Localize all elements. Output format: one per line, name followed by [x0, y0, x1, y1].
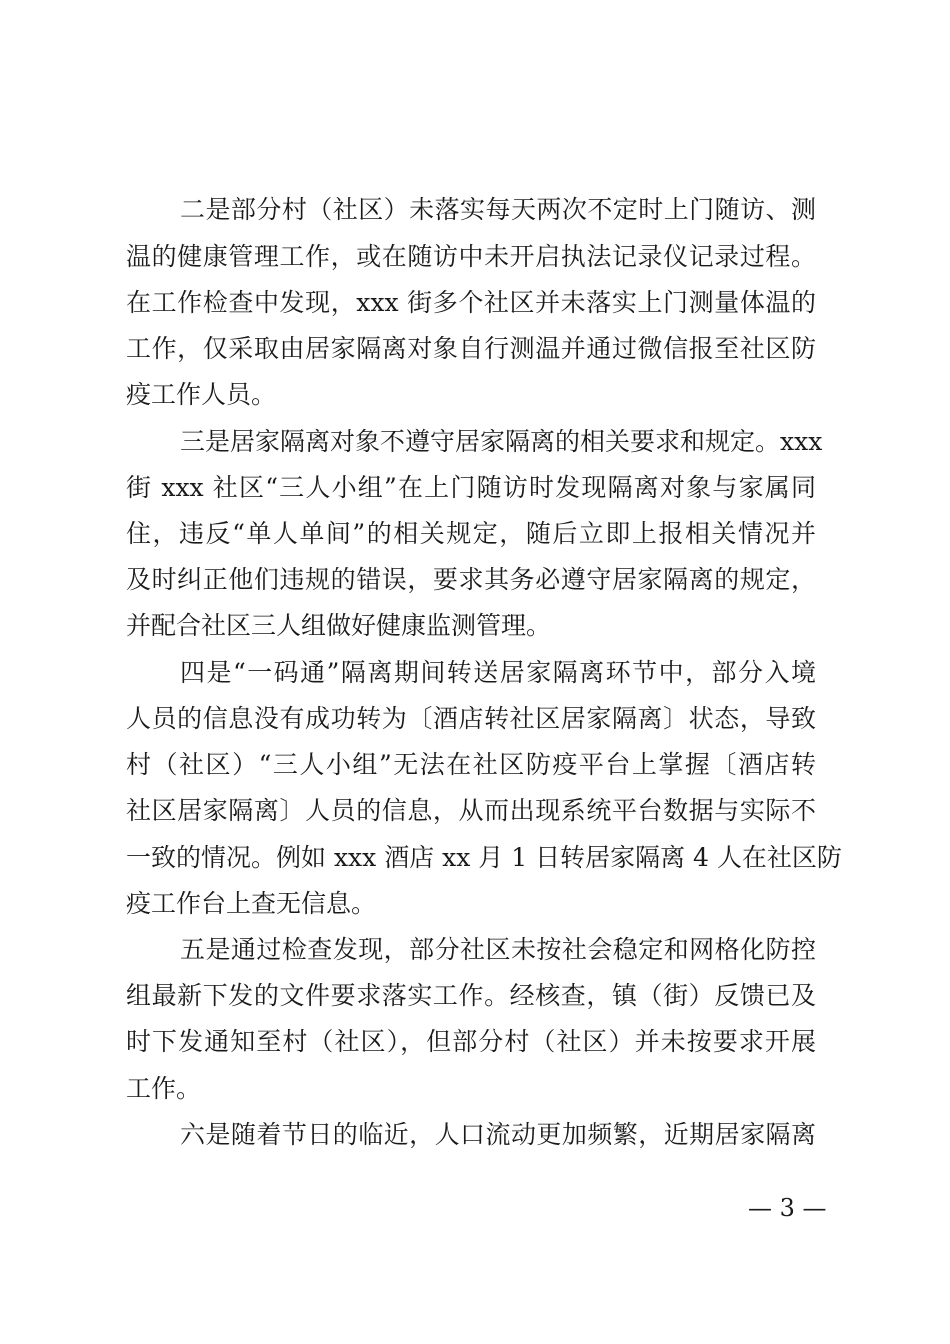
paragraph-line: 社区居家隔离〕人员的信息，从而出现系统平台数据与实际不 — [126, 796, 816, 825]
paragraph-line: 四是“一码通”隔离期间转送居家隔离环节中，部分入境 — [180, 658, 816, 687]
paragraph-line: 疫工作人员。 — [126, 380, 277, 409]
paragraph-line: 组最新下发的文件要求落实工作。经核查，镇（街）反馈已及 — [126, 981, 816, 1010]
page-number: — 3 — — [748, 1194, 827, 1222]
paragraph-line: 三是居家隔离对象不遵守居家隔离的相关要求和规定。xxx — [180, 427, 823, 456]
paragraph-line: 温的健康管理工作，或在随访中未开启执法记录仪记录过程。 — [126, 242, 816, 271]
paragraph-line: 一致的情况。例如 xxx 酒店 xx 月 1 日转居家隔离 4 人在社区防 — [126, 843, 842, 872]
paragraph-line: 二是部分村（社区）未落实每天两次不定时上门随访、测 — [180, 195, 816, 224]
paragraph-line: 村（社区）“三人小组”无法在社区防疫平台上掌握〔酒店转 — [126, 750, 816, 779]
paragraph-line: 时下发通知至村（社区），但部分村（社区）并未按要求开展 — [126, 1027, 816, 1056]
paragraph-line: 六是随着节日的临近，人口流动更加频繁，近期居家隔离 — [180, 1120, 816, 1149]
paragraph-line: 及时纠正他们违规的错误，要求其务必遵守居家隔离的规定， — [126, 565, 816, 594]
paragraph-line: 工作。 — [126, 1074, 202, 1103]
paragraph-line: 并配合社区三人组做好健康监测管理。 — [126, 611, 552, 640]
paragraph-line: 工作，仅采取由居家隔离对象自行测温并通过微信报至社区防 — [126, 334, 816, 363]
paragraph-line: 人员的信息没有成功转为〔酒店转社区居家隔离〕状态，导致 — [126, 704, 816, 733]
paragraph-line: 在工作检查中发现，xxx 街多个社区并未落实上门测量体温的 — [126, 288, 816, 317]
paragraph-line: 住，违反“单人单间”的相关规定，随后立即上报相关情况并 — [126, 519, 816, 548]
paragraph-line: 街 xxx 社区“三人小组”在上门随访时发现隔离对象与家属同 — [126, 473, 816, 502]
paragraph-line: 疫工作台上查无信息。 — [126, 889, 377, 918]
paragraph-line: 五是通过检查发现，部分社区未按社会稳定和网格化防控 — [180, 935, 816, 964]
